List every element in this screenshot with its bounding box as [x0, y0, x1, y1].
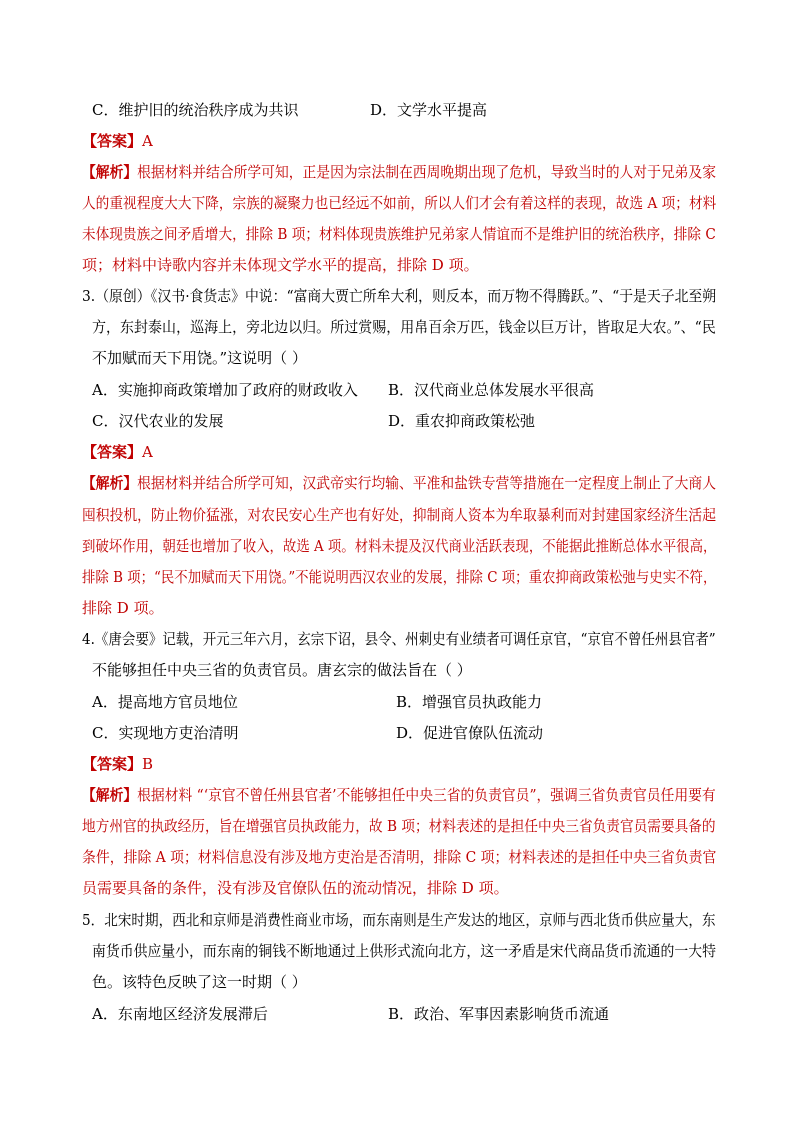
q3-stem-line: 方，东封泰山，巡海上，旁北边以归。所过赏赐，用帛百余万匹，钱金以巨万计，皆取足大农。”、“民	[92, 318, 716, 336]
q5-option-a: A．东南地区经济发展滞后	[92, 1005, 268, 1023]
q4-explanation-line: 员需要具备的条件，没有涉及官僚队伍的流动情况，排除 D 项。	[82, 879, 509, 897]
q2-explanation-line: 未体现贵族之间矛盾增大，排除 B 项；材料体现贵族维护兄弟家人情谊而不是维护旧的统治秩序，排除 C	[82, 225, 716, 243]
q2-explanation-line: 【解析】根据材料并结合所学可知，正是因为宗法制在西周晚期出现了危机，导致当时的人对于兄弟及家	[82, 163, 717, 181]
q5-stem-line: 南货币供应量小，而东南的铜钱不断地通过上供形式流向北方，这一矛盾是宋代商品货币流通的一大特	[92, 942, 716, 960]
q5-stem-line: 色。该特色反映了这一时期（ ）	[92, 973, 307, 991]
q4-option-b: B．增强官员执政能力	[396, 693, 543, 711]
q4-stem-line: 不能够担任中央三省的负责官员。唐玄宗的做法旨在（ ）	[92, 661, 472, 679]
answer-value: B	[142, 755, 154, 773]
q5-option-b: B．政治、军事因素影响货币流通	[388, 1005, 610, 1023]
answer-label: 【答案】	[82, 443, 143, 461]
q3-explanation-line: 排除 B 项；“民不加赋而天下用饶。”不能说明西汉农业的发展，排除 C 项；重农抑商政策松弛与史实不符，	[82, 568, 717, 586]
q4-stem-line: 4.《唐会要》记载，开元三年六月，玄宗下诏，县令、州刺史有业绩者可调任京官，“京官不曾任州县官者”	[82, 630, 716, 648]
q3-option-a: A．实施抑商政策增加了政府的财政收入	[92, 381, 358, 399]
q2-explanation-line: 项；材料中诗歌内容并未体现文学水平的提高，排除 D 项。	[82, 256, 479, 274]
q4-answer	[82, 755, 153, 773]
q3-option-d: D．重农抑商政策松弛	[388, 412, 536, 430]
q3-option-b: B．汉代商业总体发展水平很高	[388, 381, 595, 399]
q3-explanation-line: 排除 D 项。	[82, 599, 164, 617]
explanation-label: 【解析】	[82, 474, 138, 492]
answer-value: A	[142, 132, 153, 150]
q3-explanation-line: 囤积投机，防止物价猛涨，对农民安心生产也有好处，抑制商人资本为牟取暴利而对封建国家经济生活起	[82, 506, 716, 524]
q3-option-c: C．汉代农业的发展	[92, 412, 224, 430]
q4-explanation-line: 【解析】根据材料 “‘京官不曾任州县官者’不能够担任中央三省的负责官员”，强调三省负责官员任用要有	[82, 786, 716, 804]
explanation-label: 【解析】	[82, 163, 138, 181]
answer-label: 【答案】	[82, 132, 143, 150]
q4-option-c: C．实现地方吏治清明	[92, 724, 239, 742]
q5-stem-line: 5．北宋时期，西北和京师是消费性商业市场，而东南则是生产发达的地区，京师与西北货币供应量大，东	[82, 911, 716, 929]
answer-value: A	[142, 443, 153, 461]
q2-explanation-line: 人的重视程度大大下降，宗族的凝聚力也已经远不如前，所以人们才会有着这样的表现，故选 A 项；材料	[82, 194, 717, 212]
q2-option-c: C．维护旧的统治秩序成为共识	[92, 101, 299, 119]
q3-stem-line: 不加赋而天下用饶。”这说明（ ）	[92, 349, 307, 367]
q4-explanation-line: 条件，排除 A 项；材料信息没有涉及地方吏治是否清明，排除 C 项；材料表述的是担任中央三省负责官	[82, 848, 717, 866]
q3-explanation-line: 到破坏作用，朝廷也增加了收入，故选 A 项。材料未提及汉代商业活跃表现，不能据此推断总体水平很高，	[82, 537, 717, 555]
q3-stem-line: 3.（原创）《汉书·食货志》中说：“富商大贾亡所牟大利，则反本，而万物不得腾跃。”、“于是天子北至朔	[82, 287, 717, 305]
q4-option-d: D．促进官僚队伍流动	[396, 724, 544, 742]
q4-option-a: A．提高地方官员地位	[92, 693, 238, 711]
q2-answer	[82, 132, 153, 150]
explanation-label: 【解析】	[82, 786, 138, 804]
q2-option-d: D．文学水平提高	[370, 101, 488, 119]
q4-explanation-line: 地方州官的执政经历，旨在增强官员执政能力，故 B 项；材料表述的是担任中央三省负责官员需要具备的	[82, 817, 716, 835]
answer-label: 【答案】	[82, 755, 143, 773]
q3-answer	[82, 443, 153, 461]
q3-explanation-line: 【解析】根据材料并结合所学可知，汉武帝实行均输、平准和盐铁专营等措施在一定程度上制止了大商人	[82, 474, 717, 492]
